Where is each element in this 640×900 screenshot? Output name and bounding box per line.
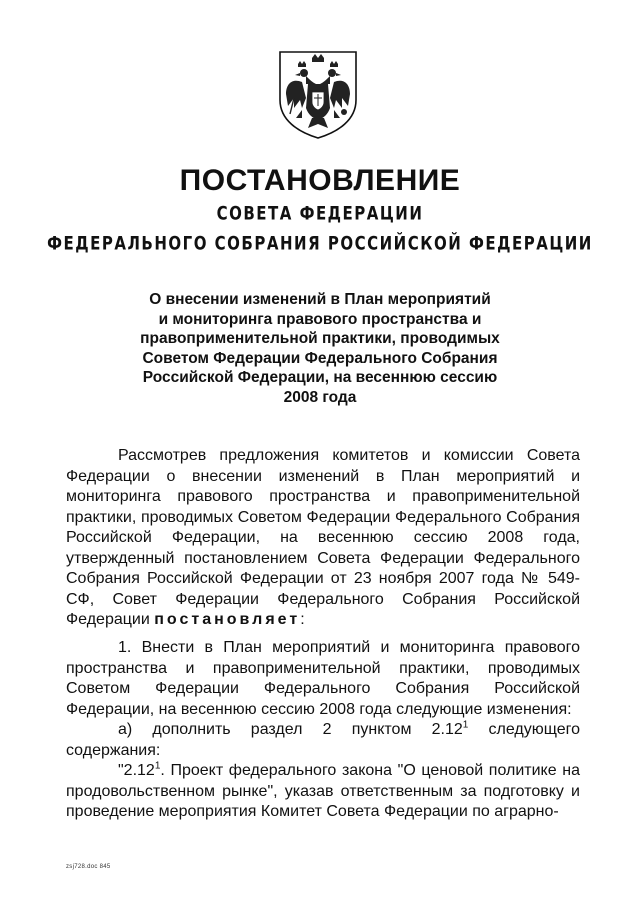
document-title: ПОСТАНОВЛЕНИЕ bbox=[179, 164, 461, 197]
item-1a-prefix: а) дополнить раздел 2 пунктом 2.12 bbox=[118, 721, 463, 738]
issuer-line-2: ФЕДЕРАЛЬНОГО СОБРАНИЯ РОССИЙСКОЙ ФЕДЕРАЦИИ bbox=[47, 232, 593, 255]
item-quote-text bbox=[66, 761, 580, 823]
preamble-colon: : bbox=[300, 611, 305, 628]
preamble-paragraph bbox=[66, 446, 580, 631]
subject-line: правоприменительной практики, проводимых bbox=[140, 330, 500, 347]
subject-line: 2008 года bbox=[283, 388, 357, 406]
issuer-line-1: СОВЕТА ФЕДЕРАЦИИ bbox=[216, 202, 424, 225]
item-1-text: 1. Внести в План мероприятий и мониторинга правового пространства и правоприменительной практики, проводимых Советом Федерации Федерального Собрания Российской Федерации, на весеннюю сессию 2008 года следующие изменения: bbox=[66, 639, 580, 718]
document-subject bbox=[60, 290, 580, 407]
footer-file-code: zsj728.doc 845 bbox=[66, 864, 111, 870]
item-1-paragraph bbox=[66, 638, 580, 823]
subject-line: Советом Федерации Федерального Собрания bbox=[142, 349, 498, 367]
item-quote-prefix: "2.12 bbox=[118, 762, 155, 779]
item-quote-superscript: 1 bbox=[154, 760, 161, 772]
item-1a-suffix: следующего содержания: bbox=[66, 721, 580, 759]
russian-coat-of-arms-icon bbox=[272, 48, 364, 140]
subject-line: Российской Федерации, на весеннюю сессию bbox=[142, 369, 498, 386]
subject-line: и мониторинга правового пространства и bbox=[158, 310, 482, 328]
subject-line: О внесении изменений в План мероприятий bbox=[149, 291, 491, 308]
item-quote-body: . Проект федерального закона "О ценовой политике на продовольственном рынке", указав ответственным за подготовку и проведение мероприятия Комитет Совета Федерации по аграрно- bbox=[66, 762, 580, 820]
preamble-text: Рассмотрев предложения комитетов и комиссии Совета Федерации о внесении изменений в План мероприятий и мониторинга правового пространства и правоприменительной практики, проводимых Советом Федерации Федерального Собрания Российской Федерации, на весеннюю сессию 2008 года, утвержденный постановлением Совета Федерации Федерального Собрания Российской Федерации от 23 ноября 2007 года № 549-СФ, Совет Федерации Федерального Собрания Российской Федерации bbox=[66, 447, 580, 628]
item-1a-text bbox=[66, 720, 580, 761]
item-1a-superscript: 1 bbox=[462, 719, 469, 731]
resolution-verb: постановляет bbox=[154, 611, 301, 628]
